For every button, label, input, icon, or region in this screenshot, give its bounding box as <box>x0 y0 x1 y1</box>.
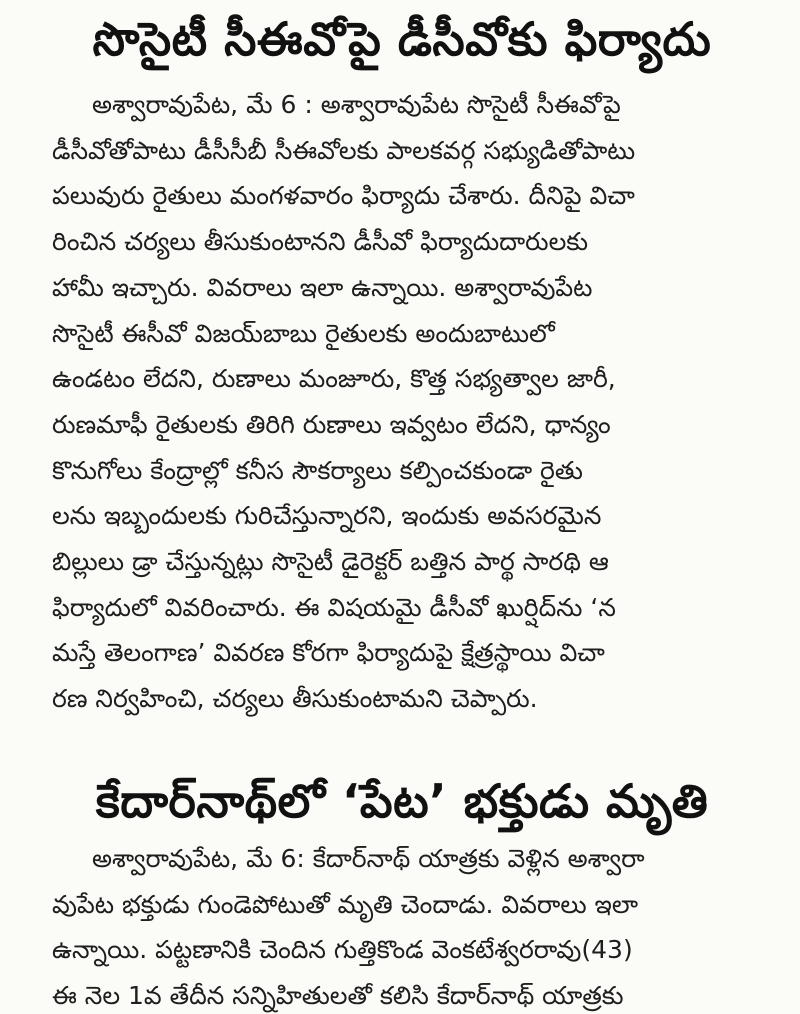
article-line: రించిన చర్యలు తీసుకుంటానని డీసీవో ఫిర్యాదుదారులకు <box>52 227 588 257</box>
article-headline: సొసైటీ సీఈవోపై డీసీవోకు ఫిర్యాదు <box>92 12 712 66</box>
article-line: మస్తే తెలంగాణ’ వివరణ కోరగా ఫిర్యాదుపై క్షేత్రస్థాయి విచా <box>52 638 605 668</box>
article-body <box>52 836 752 1014</box>
article-line: పలువురు రైతులు మంగళవారం ఫిర్యాదు చేశారు. దీనిపై విచా <box>52 181 635 211</box>
article-line: బిల్లులు డ్రా చేస్తున్నట్లు సొసైటీ డైరెక్టర్ బత్తిన పార్థ సారథి ఆ <box>52 547 609 577</box>
article-body <box>52 82 752 722</box>
article-line: రుణమాఫీ రైతులకు తిరిగి రుణాలు ఇవ్వటం లేదని, ధాన్యం <box>52 409 611 439</box>
article-kedarnath-death <box>52 772 752 1014</box>
article-line: డీసీవోతోపాటు డీసీసీబీ సీఈవోలకు పాలకవర్గ సభ్యుడితోపాటు <box>52 135 636 165</box>
article-line: ఉండటం లేదని, రుణాలు మంజూరు, కొత్త సభ్యత్వాల జారీ, <box>52 364 616 394</box>
article-line: లను ఇబ్బందులకు గురిచేస్తున్నారని, ఇందుకు అవసరమైన <box>52 501 602 531</box>
article-line: కొనుగోలు కేంద్రాల్లో కనీస సౌకర్యాలు కల్పించకుండా రైతు <box>52 455 583 485</box>
article-line: ఫిర్యాదులో వివరించారు. ఈ విషయమై డీసీవో ఖుర్షిద్‌ను ‘న <box>52 592 616 622</box>
article-line: సొసైటీ ఈసీవో విజయ్‌బాబు రైతులకు అందుబాటులో <box>52 318 555 348</box>
article-society-complaint <box>52 10 752 722</box>
article-line: రణ నిర్వహించి, చర్యలు తీసుకుంటామని చెప్పారు. <box>52 684 538 714</box>
article-headline: కేదార్‌నాథ్‌లో ‘పేట’ భక్తుడు మృతి <box>95 774 709 828</box>
article-line: ఉన్నాయి. పట్టణానికి చెందిన గుత్తికొండ వెంకటేశ్వరరావు(43) <box>52 935 633 965</box>
article-line: అశ్వారావుపేట, మే 6: కేదార్‌నాథ్ యాత్రకు వెళ్లిన అశ్వారా <box>92 844 645 873</box>
article-line: అశ్వారావుపేట, మే 6 : అశ్వారావుపేట సొసైటీ సీఈవోపై <box>92 90 621 119</box>
article-line: వుపేట భక్తుడు గుండెపోటుతో మృతి చెందాడు. వివరాలు ఇలా <box>52 889 639 919</box>
article-line: ఈ నెల 1వ తేదీన సన్నిహితులతో కలిసి కేదార్‌నాథ్ యాత్రకు <box>52 981 624 1011</box>
article-line: హామీ ఇచ్చారు. వివరాలు ఇలా ఉన్నాయి. అశ్వారావుపేట <box>52 272 593 302</box>
